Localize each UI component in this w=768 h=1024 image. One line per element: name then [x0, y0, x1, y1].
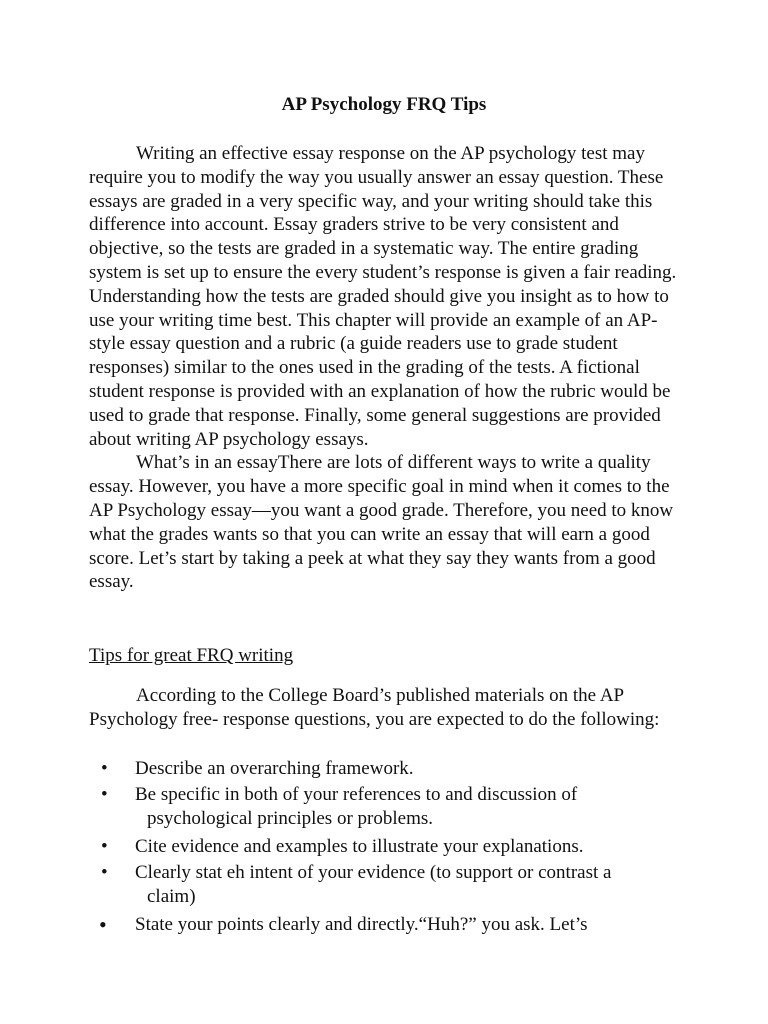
list-item — [89, 757, 689, 781]
list-item — [89, 861, 689, 909]
document-title: AP Psychology FRQ Tips — [281, 94, 487, 115]
intro-paragraph: According to the College Board’s published materials on the AP Psychology free- response questions, you are expected to do the following: — [89, 685, 660, 730]
paragraph-2: What’s in an essayThere are lots of different ways to write a quality essay. However, you have a more specific goal in mind when it comes to the AP Psychology essay—you want a good grade. Therefore, you need to know what the grades wants so that you can write an essay that will earn a good score. Let’s start by taking a peek at what they say they wants from a good essay. — [89, 452, 674, 593]
bullet-icon: • — [101, 836, 108, 857]
list-item — [89, 835, 689, 859]
body-section-2 — [89, 684, 679, 732]
list-item — [89, 783, 689, 831]
paragraph-1: Writing an effective essay response on the AP psychology test may require you to modify the way you usually answer an essay question. These essays are graded in a very specific way, and your writing should take this difference into account. Essay graders strive to be very consistent and objective, so the tests are graded in a systematic way. The entire grading system is set up to ensure the every student’s response is given a fair reading. Understanding how the tests are graded should give you insight as to how to use your writing time best. This chapter will provide an example of an AP-style essay question and a rubric (a guide readers use to grade student responses) similar to the ones used in the grading of the tests. A fictional student response is provided with an explanation of how the rubric would be used to grade that response. Finally, some general suggestions are provided about writing AP psychology essays. — [89, 143, 677, 450]
list-item-continuation: psychological principles or problems. — [147, 808, 433, 829]
list-item-text: Cite evidence and examples to illustrate your explanations. — [135, 836, 584, 857]
list-item-text: State your points clearly and directly.“Huh?” you ask. Let’s — [135, 914, 588, 935]
list-item-text: Describe an overarching framework. — [135, 758, 414, 779]
bullet-icon: • — [101, 758, 108, 779]
tips-bullet-list — [89, 757, 689, 937]
bullet-icon: • — [99, 912, 107, 937]
list-item-continuation: claim) — [147, 886, 196, 907]
body-section-1 — [89, 142, 679, 594]
bullet-icon: • — [101, 784, 108, 805]
bullet-icon: • — [101, 862, 108, 883]
list-item — [89, 913, 689, 937]
section-subheading: Tips for great FRQ writing — [89, 645, 294, 666]
list-item-text: Be specific in both of your references to and discussion of — [135, 784, 578, 805]
list-item-text: Clearly stat eh intent of your evidence (to support or contrast a — [135, 862, 612, 883]
